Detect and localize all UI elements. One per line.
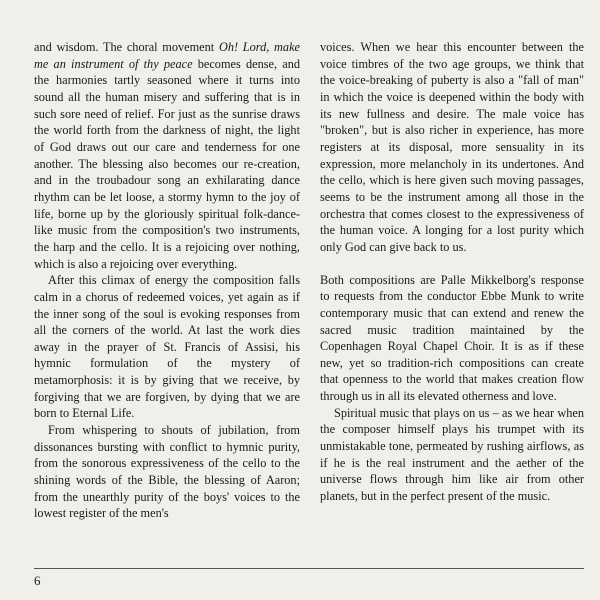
paragraph: [34, 39, 300, 272]
paragraph-text: and wisdom. The choral movement: [34, 40, 219, 54]
right-text-column: [320, 39, 584, 505]
left-text-column: [34, 39, 300, 522]
paragraph-text: becomes dense, and the harmonies tartly seasoned where it turns into sound all the human misery and suffering that is in such sore need of relief. For just as the sunrise draws the world forth from the darkness of night, the light of God draws out our care and tenderness for one another. The blessing also becomes our re-creation, and in the troubadour song an exhilarating dance rhythm can be let loose, a stormy hymn to the joy of life, borne up by the gloriously spiritual folk-dance-like music from the composition's two instruments, the harp and the cello. It is a rejoicing over nothing, which is also a rejoicing over everything.: [34, 56, 300, 271]
work-title: Oh! Lord, make me an instrument of thy peace: [34, 40, 300, 71]
page-number: 6: [34, 573, 41, 588]
paragraph: voices. When we hear this encounter between the voice timbres of the two age groups, we think that the voice-breaking of puberty is also a "fall of man" in which the voice is deepened within the body with its new fullness and desire. The male voice has "broken", but is also richer in experience, has more registers at its disposal, more sensuality in its expression, more melancholy in its undertones. And the cello, which is here given such moving passages, seems to be the instrument among all those in the orchestra that comes closest to the expressiveness of the human voice. A longing for a lost purity which only God can give back to us.: [320, 40, 584, 254]
paragraph: Spiritual music that plays on us – as we hear when the composer himself plays his trumpet with its unmistakable tone, permeated by rushing airflows, as if he is the real instrument and the aether of the universe flows through him like air from other planets, but in the perfect present of the music.: [320, 405, 584, 504]
footer-rule: [34, 568, 584, 569]
paragraph: From whispering to shouts of jubilation, from dissonances bursting with conflict to hymnic purity, from the sonorous expressiveness of the cello to the shining words of the Bible, the blessing of Aaron; from the unearthly purity of the boys' voices to the lowest register of the men's: [34, 423, 300, 521]
paragraph: After this climax of energy the composition falls calm in a chorus of redeemed voices, yet again as if the inner song of the soul is evoking responses from all the corners of the world. At last the work dies away in the prayer of St. Francis of Assisi, his hymnic formulation of the mystery of metamorphosis: it is by giving that we receive, by forgiving that we are forgiven, by dying that we are born to Eternal Life.: [34, 273, 300, 421]
paragraph: Both compositions are Palle Mikkelborg's response to requests from the conductor Ebbe Munk to write contemporary music that can extend and renew the sacred music tradition maintained by the Copenhagen Royal Chapel Choir. It is as if these new, yet so tradition-rich compositions can create that openness to the world that makes creation flow through us in all its elevated otherness and love.: [320, 272, 584, 404]
